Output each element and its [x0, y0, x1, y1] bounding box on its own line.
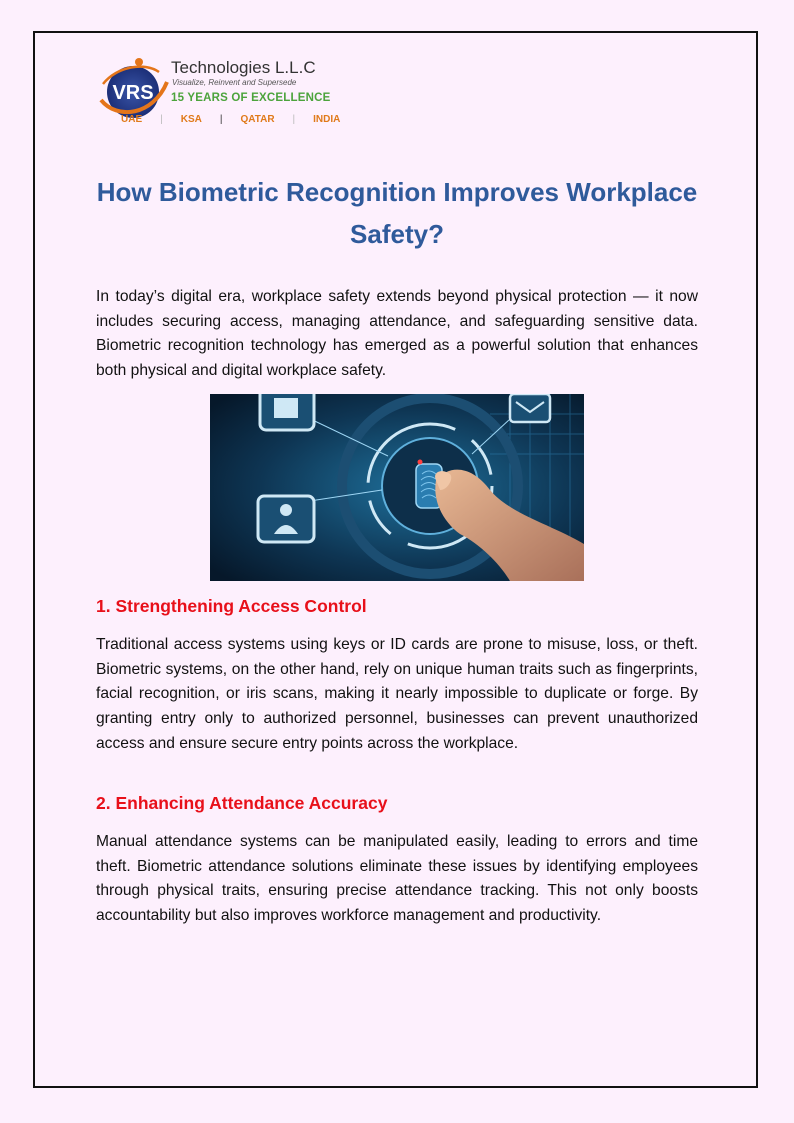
region-separator: |	[160, 114, 163, 125]
region-india: INDIA	[313, 114, 341, 125]
region-list	[121, 114, 340, 125]
biometric-fingerprint-illustration	[210, 394, 584, 581]
company-tagline: Visualize, Reinvent and Supersede	[172, 78, 297, 87]
company-name: Technologies L.L.C	[171, 58, 316, 77]
section-body-attendance-accuracy: Manual attendance systems can be manipulated easily, leading to errors and time theft. Biometric attendance solutions eliminate these issues by identifying employees through physical traits, ensuring precise attendance tracking. This not only boosts accountability but also improves workforce management and productivity.	[96, 833, 698, 925]
intro-paragraph: In today’s digital era, workplace safety extends beyond physical protection — it now includes securing access, managing attendance, and safeguarding sensitive data. Biometric recognition technology has emerged as a powerful solution that enhances both physical and digital workplace safety.	[96, 288, 698, 380]
article-title: How Biometric Recognition Improves Workplace Safety?	[96, 177, 698, 249]
region-uae: UAE	[121, 114, 143, 125]
section-heading-access-control: 1. Strengthening Access Control	[96, 596, 367, 616]
company-logo	[97, 54, 347, 132]
logo-mark-text: VRS	[112, 82, 154, 104]
region-separator: |	[219, 114, 223, 125]
section-body-access-control: Traditional access systems using keys or ID cards are prone to misuse, loss, or theft. Biometric systems, on the other hand, rely on unique human traits such as fingerprints, facial recognition, or iris scans, making it nearly impossible to duplicate or forge. By granting entry only to authorized personnel, businesses can prevent unauthorized access and ensure secure entry points across the workplace.	[96, 636, 698, 752]
region-separator: |	[292, 114, 296, 125]
region-qatar: QATAR	[240, 114, 275, 125]
region-ksa: KSA	[180, 114, 202, 125]
section-heading-attendance-accuracy: 2. Enhancing Attendance Accuracy	[96, 793, 388, 813]
years-badge: 15 YEARS OF EXCELLENCE	[171, 92, 331, 104]
